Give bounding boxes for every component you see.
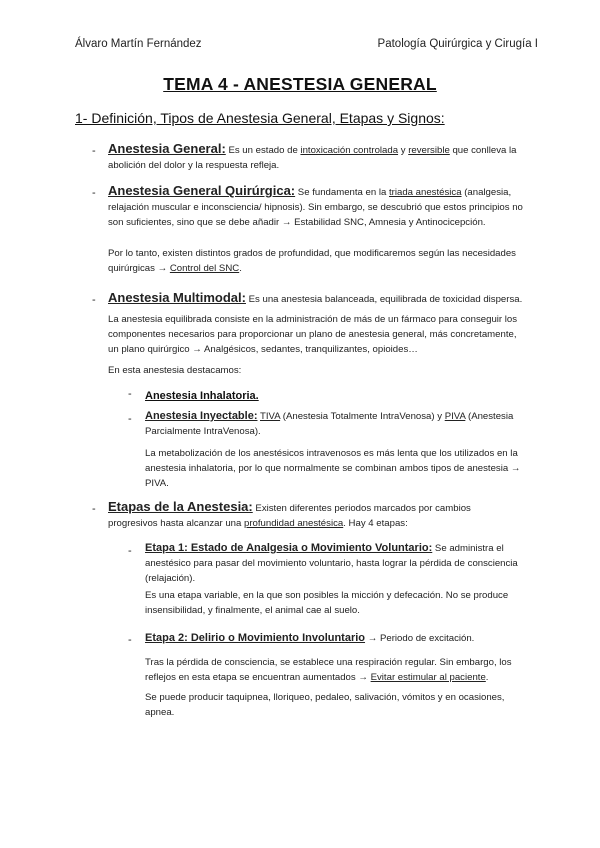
author-name: Álvaro Martín Fernández bbox=[75, 38, 202, 50]
term-anestesia-inyectable: Anestesia Inyectable: bbox=[145, 410, 258, 422]
item-anestesia-multimodal: Anestesia Multimodal: Es una anestesia balanceada, equilibrada de toxicidad dispersa. bbox=[108, 290, 523, 305]
item-anestesia-inyectable: Anestesia Inyectable: TIVA (Anestesia Totalmente IntraVenosa) y PIVA (Anestesia Parcialmente IntraVenosa). bbox=[145, 410, 514, 437]
bullet-marker: - bbox=[92, 145, 96, 157]
term-anestesia-inhalatoria: Anestesia Inhalatoria. bbox=[145, 390, 259, 402]
term-anestesia-general: Anestesia General: bbox=[108, 141, 226, 156]
document-title: TEMA 4 - ANESTESIA GENERAL bbox=[163, 74, 437, 94]
paragraph-control-snc: Por lo tanto, existen distintos grados de profundidad, que modificaremos según las necesidades quirúrgicas → Control del SNC. bbox=[108, 248, 516, 274]
item-anestesia-general: Anestesia General: Es un estado de intoxicación controlada y reversible que conlleva la abolición del dolor y la respuesta refleja. bbox=[108, 141, 517, 171]
bullet-marker: - bbox=[128, 413, 132, 425]
term-etapa-2: Etapa 2: Delirio o Movimiento Involuntario bbox=[145, 632, 366, 644]
section-heading: 1- Definición, Tipos de Anestesia General, Etapas y Signos: bbox=[75, 110, 445, 126]
bullet-marker: - bbox=[92, 187, 96, 199]
item-etapas-anestesia: Etapas de la Anestesia: Existen diferentes periodos marcados por cambios progresivos hasta alcanzar una profundidad anestésica. Hay 4 etapas: bbox=[108, 499, 471, 529]
bullet-marker: - bbox=[128, 388, 132, 400]
bullet-marker: - bbox=[92, 503, 96, 515]
bullet-marker: - bbox=[128, 634, 132, 646]
term-anestesia-multimodal: Anestesia Multimodal: bbox=[108, 290, 246, 305]
term-etapa-1: Etapa 1: Estado de Analgesia o Movimiento Voluntario: bbox=[145, 542, 433, 554]
paragraph-etapa-2: Tras la pérdida de consciencia, se establece una respiración regular. Sin embargo, los reflejos en esta etapa se encuentran aumentados → Evitar estimular al paciente. bbox=[145, 657, 512, 683]
course-name: Patología Quirúrgica y Cirugía I bbox=[377, 38, 538, 50]
item-anestesia-inhalatoria bbox=[145, 386, 259, 404]
paragraph-etapa-1: Es una etapa variable, en la que son posibles la micción y defecación. No se produce insensibilidad, y finalmente, el animal cae al suelo. bbox=[145, 590, 509, 616]
item-etapa-1: Etapa 1: Estado de Analgesia o Movimiento Voluntario: Se administra el anestésico para pasar del movimiento voluntario, hasta lograr la pérdida de consciencia (relajación). bbox=[145, 542, 518, 584]
paragraph-metabolizacion: La metabolización de los anestésicos intravenosos es más lenta que los utilizados en la anestesia inhalatoria, por lo que normalmente se combinan ambos tipos de anestesia → PIVA. bbox=[145, 448, 521, 489]
paragraph-anestesia-equilibrada: La anestesia equilibrada consiste en la administración de más de un fármaco para conseguir los componentes necesarios para proporcionar un plano de anestesia general, más concretamente, un plano quirúrgico → Analgésicos, sedantes, tranquilizantes, opioides… bbox=[108, 314, 518, 355]
paragraph-destacamos: En esta anestesia destacamos: bbox=[108, 365, 242, 376]
bullet-marker: - bbox=[128, 545, 132, 557]
term-anestesia-quirurgica: Anestesia General Quirúrgica: bbox=[108, 183, 296, 198]
paragraph-etapa-2-signos: Se puede producir taquipnea, lloriqueo, pedaleo, salivación, vómitos y en ocasiones, apnea. bbox=[145, 692, 505, 718]
term-etapas-anestesia: Etapas de la Anestesia: bbox=[108, 499, 253, 514]
item-anestesia-quirurgica: Anestesia General Quirúrgica: Se fundamenta en la triada anestésica (analgesia, relajación muscular e inconsciencia/ hipnosis). Sin embargo, se descubrió que estos principios no son suficientes, sino que se debe añadir → Estabilidad SNC, Amnesia y Antinocicepción. bbox=[108, 183, 523, 228]
bullet-marker: - bbox=[92, 294, 96, 306]
item-etapa-2: Etapa 2: Delirio o Movimiento Involuntario → Periodo de excitación. bbox=[145, 632, 475, 644]
